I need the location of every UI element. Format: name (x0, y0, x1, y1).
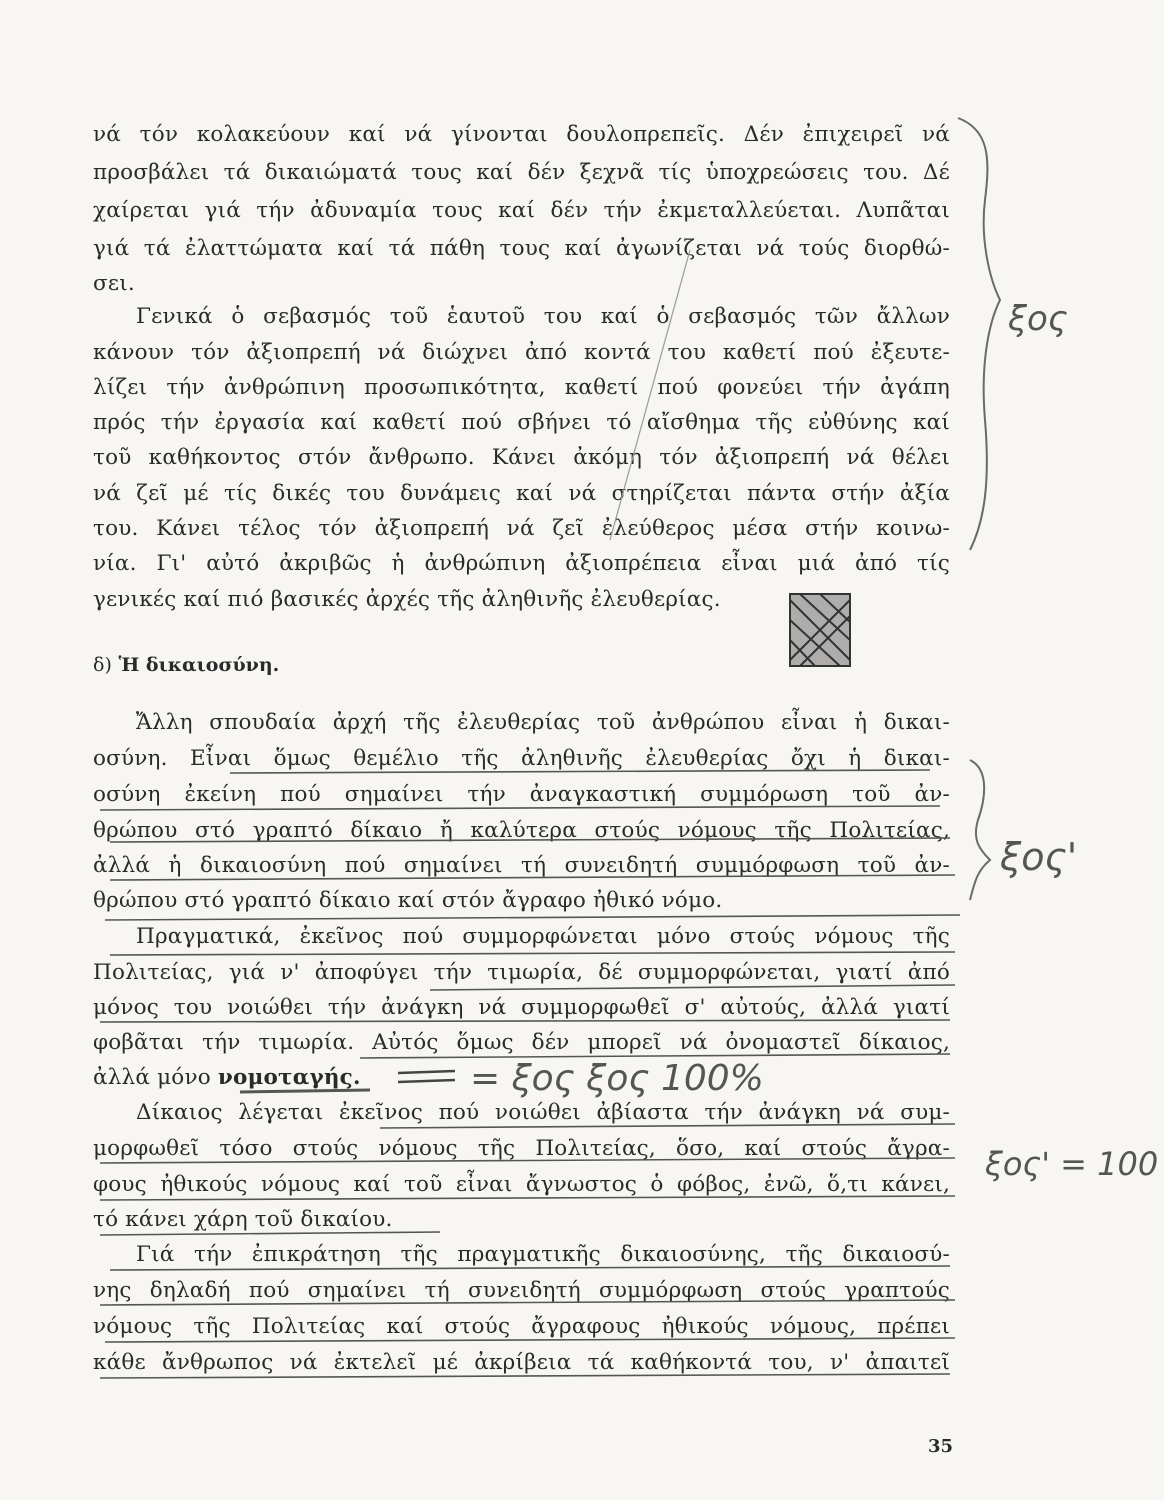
text-line: Ἄλλη σπουδαία ἀρχή τῆς ἐλευθερίας τοῦ ἀνθρώπου εἶναι ἡ δικαι- (136, 710, 950, 735)
margin-note-2: ξος' (1000, 835, 1078, 879)
text-line: πρός τήν ἐργασία καί καθετί πού σβήνει τό αἴσθημα τῆς εὐθύνης καί (93, 410, 950, 435)
text-line: γενικές καί πιό βασικές ἀρχές τῆς ἀληθινῆς ἐλευθερίας. (93, 587, 721, 612)
text-line: λίζει τήν ἀνθρώπινη προσωπικότητα, καθετί πού φονεύει τήν ἀγάπη (93, 375, 950, 400)
text-line: χαίρεται γιά τήν ἀδυναμία τους καί δέν τήν ἐκμεταλλεύεται. Λυπᾶται (93, 198, 950, 223)
text-line: Πραγματικά, ἐκεῖνος πού συμμορφώνεται μόνο στούς νόμους τῆς (136, 924, 950, 949)
section-title: Ἡ δικαιοσύνη. (118, 654, 280, 676)
text-line: γιά τά ἐλαττώματα καί τά πάθη τους καί ἀγωνίζεται νά τούς διορθώ- (93, 236, 950, 261)
inline-note: = ξος ξος 100% (470, 1058, 764, 1099)
text-line: του. Κάνει τέλος τόν ἀξιοπρεπή νά ζεῖ ἐλεύθερος μέσα στήν κοινω- (93, 516, 950, 541)
text-line: νά τόν κολακεύουν καί νά γίνονται δουλοπρεπεῖς. Δέν ἐπιχειρεῖ νά (93, 122, 950, 147)
text-line: νά ζεῖ μέ τίς δικές του δυνάμεις καί νά στηρίζεται πάντα στήν ἀξία (93, 481, 950, 506)
text-line: νης δηλαδή πού σημαίνει τή συνειδητή συμμόρφωση στούς γραπτούς (93, 1278, 950, 1303)
text-line: μορφωθεῖ τόσο στούς νόμους τῆς Πολιτείας, ὅσο, καί στούς ἄγρα- (93, 1136, 950, 1161)
text-line: κάθε ἄνθρωπος νά ἐκτελεῖ μέ ἀκρίβεια τά καθήκοντά του, ν' ἀπαιτεῖ (93, 1350, 950, 1375)
text-line: Γενικά ὁ σεβασμός τοῦ ἑαυτοῦ του καί ὁ σεβασμός τῶν ἄλλων (136, 304, 950, 329)
bold-term: νομοταγής. (217, 1065, 361, 1090)
text-line: τό κάνει χάρη τοῦ δικαίου. (93, 1207, 393, 1232)
text-line: κάνουν τόν ἀξιοπρεπή νά διώχνει ἀπό κοντά του καθετί πού ἐξευτε- (93, 340, 950, 365)
text-line: ἀλλά ἡ δικαιοσύνη πού σημαίνει τή συνειδητή συμμόρφωση τοῦ ἀν- (93, 853, 950, 878)
margin-brace-1 (958, 118, 1000, 550)
text-line: φους ἠθικούς νόμους καί τοῦ εἶναι ἄγνωστος ὁ φόβος, ἐνῶ, ὅ,τι κάνει, (93, 1172, 950, 1197)
text-fragment: ἀλλά μόνο (93, 1065, 211, 1090)
text-line: θρώπου στό γραπτό δίκαιο καί στόν ἄγραφο ἠθικό νόμο. (93, 888, 723, 913)
margin-note-1: ξος (1008, 299, 1068, 339)
margin-brace-2 (970, 760, 990, 900)
text-line: σει. (93, 271, 135, 296)
text-line: Δίκαιος λέγεται ἐκεῖνος πού νοιώθει ἀβίαστα τήν ἀνάγκη νά συμ- (136, 1100, 950, 1125)
text-line: φοβᾶται τήν τιμωρία. Αὐτός ὅμως δέν μπορεῖ νά ὀνομαστεῖ δίκαιος, (93, 1030, 950, 1055)
text-line: προσβάλει τά δικαιώματά τους καί δέν ξεχνᾶ τίς ὑποχρεώσεις του. Δέ (93, 160, 950, 185)
text-line: μόνος του νοιώθει τήν ἀνάγκη νά συμμορφωθεῖ σ' αὐτούς, ἀλλά γιατί (93, 995, 950, 1020)
text-line: Γιά τήν ἐπικράτηση τῆς πραγματικῆς δικαιοσύνης, τῆς δικαιοσύ- (136, 1242, 950, 1267)
text-line: τοῦ καθήκοντος στόν ἄνθρωπο. Κάνει ἀκόμη τόν ἀξιοπρεπή νά θέλει (93, 445, 950, 470)
margin-note-3: ξος' = 100 (985, 1145, 1159, 1183)
text-line: θρώπου στό γραπτό δίκαιο ἤ καλύτερα στούς νόμους τῆς Πολιτείας, (93, 818, 950, 843)
page-number: 35 (928, 1436, 954, 1457)
text-line: νόμους τῆς Πολιτείας καί στούς ἄγραφους ἠθικούς νόμους, πρέπει (93, 1314, 950, 1339)
text-line: οσύνη. Εἶναι ὅμως θεμέλιο τῆς ἀληθινῆς ἐλευθερίας ὄχι ἡ δικαι- (93, 746, 950, 771)
text-line: Πολιτείας, γιά ν' ἀποφύγει τήν τιμωρία, δέ συμμορφώνεται, γιατί ἀπό (93, 960, 950, 985)
text-line (93, 1063, 950, 1093)
text-line: νία. Γι' αὐτό ἀκριβῶς ἡ ἀνθρώπινη ἀξιοπρέπεια εἶναι μιά ἀπό τίς (93, 551, 950, 576)
text-line: οσύνη ἐκείνη πού σημαίνει τήν ἀναγκαστική συμμόρωση τοῦ ἀν- (93, 782, 950, 807)
section-number: δ) (93, 654, 112, 676)
section-heading (93, 650, 279, 680)
